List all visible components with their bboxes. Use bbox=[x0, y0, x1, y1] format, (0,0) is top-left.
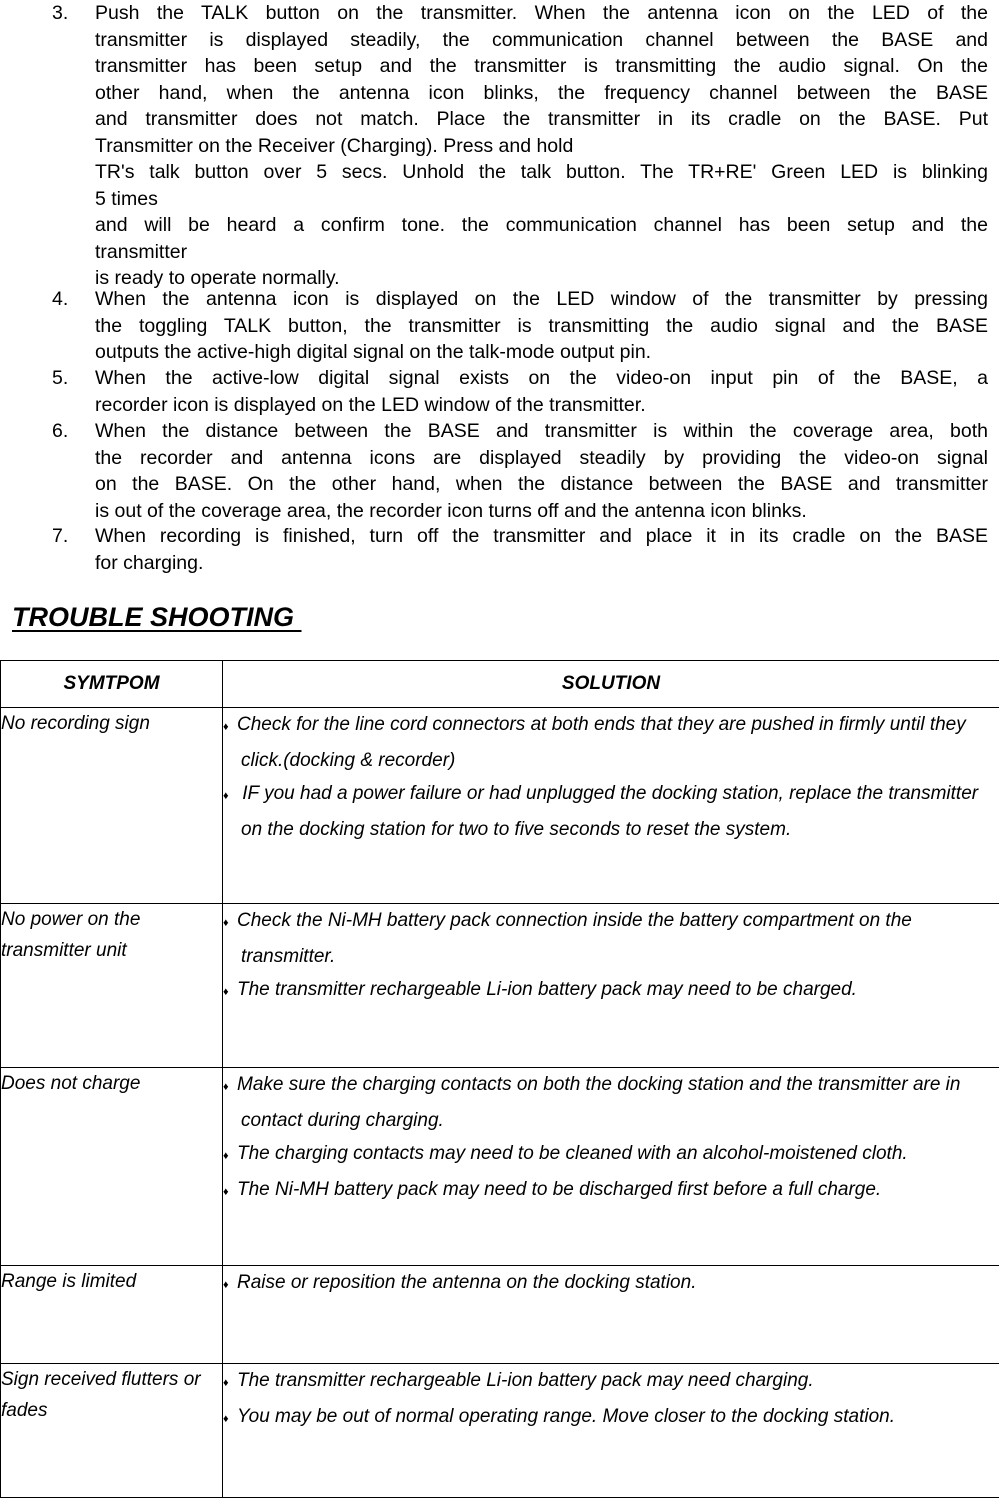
trouble-shooting-heading: TROUBLE SHOOTING bbox=[12, 602, 302, 633]
symptom-cell: Sign received flutters or fades bbox=[1, 1364, 223, 1498]
table-row bbox=[1, 904, 999, 1068]
step-text bbox=[95, 0, 988, 292]
table-header-row bbox=[1, 661, 999, 708]
step-text bbox=[95, 418, 988, 524]
step-number: 6. bbox=[52, 418, 68, 445]
diamond-bullet-icon: ♦ bbox=[223, 1269, 237, 1302]
step-line: on the BASE. On the other hand, when the distance between the BASE and transmitter bbox=[95, 471, 988, 498]
solution-item bbox=[223, 777, 999, 846]
step-line: TR's talk button over 5 secs. Unhold the talk button. The TR+RE' Green LED is blinking bbox=[95, 159, 988, 186]
symptom-header: SYMTPOM bbox=[1, 661, 223, 708]
step-text bbox=[95, 365, 988, 418]
diamond-bullet-icon: ♦ bbox=[223, 1367, 237, 1400]
step-line: is out of the coverage area, the recorder icon turns off and the antenna icon blinks. bbox=[95, 498, 988, 525]
table-row bbox=[1, 1068, 999, 1266]
step-line: transmitter is displayed steadily, the communication channel between the BASE and bbox=[95, 27, 988, 54]
step-line: When the distance between the BASE and transmitter is within the coverage area, both bbox=[95, 418, 988, 445]
symptom-cell: Range is limited bbox=[1, 1266, 223, 1364]
solution-cell bbox=[223, 708, 999, 904]
solution-item bbox=[223, 1400, 999, 1436]
solution-item bbox=[223, 1137, 999, 1173]
step-line: transmitter has been setup and the transmitter is transmitting the audio signal. On the bbox=[95, 53, 988, 80]
step-line: When the antenna icon is displayed on the LED window of the transmitter by pressing bbox=[95, 286, 988, 313]
solution-item bbox=[223, 973, 999, 1009]
step-line: the toggling TALK button, the transmitter is transmitting the audio signal and the BASE bbox=[95, 313, 988, 340]
diamond-bullet-icon: ♦ bbox=[223, 907, 237, 940]
symptom-cell: Does not charge bbox=[1, 1068, 223, 1266]
solution-cell bbox=[223, 1364, 999, 1498]
step-number: 5. bbox=[52, 365, 68, 392]
table-row bbox=[1, 1364, 999, 1498]
step-line: is ready to operate normally. bbox=[95, 265, 988, 292]
solution-item bbox=[223, 1364, 999, 1400]
solution-text: The charging contacts may need to be cleaned with an alcohol-moistened cloth. bbox=[237, 1143, 908, 1164]
solution-text: You may be out of normal operating range. Move closer to the docking station. bbox=[237, 1406, 895, 1427]
step-number: 7. bbox=[52, 523, 68, 550]
table-row bbox=[1, 1266, 999, 1364]
solution-cell bbox=[223, 1068, 999, 1266]
step-text bbox=[95, 286, 988, 366]
solution-item bbox=[223, 904, 999, 973]
step-line: outputs the active-high digital signal on the talk-mode output pin. bbox=[95, 339, 988, 366]
step-line: other hand, when the antenna icon blinks, the frequency channel between the BASE bbox=[95, 80, 988, 107]
solution-text: Make sure the charging contacts on both the docking station and the transmitter are in contact during charging. bbox=[237, 1074, 960, 1131]
solution-item bbox=[223, 1173, 999, 1209]
step-line: Transmitter on the Receiver (Charging). Press and hold bbox=[95, 133, 988, 160]
solution-text: Check the Ni-MH battery pack connection inside the battery compartment on the transmitter. bbox=[237, 910, 912, 967]
step-text bbox=[95, 523, 988, 576]
step-number: 3. bbox=[52, 0, 68, 27]
step-line: and transmitter does not match. Place the transmitter in its cradle on the BASE. Put bbox=[95, 106, 988, 133]
diamond-bullet-icon: ♦ bbox=[223, 1403, 237, 1436]
diamond-bullet-icon: ♦ bbox=[223, 976, 237, 1009]
solution-text: Raise or reposition the antenna on the docking station. bbox=[237, 1272, 696, 1293]
solution-item bbox=[223, 1266, 999, 1302]
step-line: When the active-low digital signal exists on the video-on input pin of the BASE, a bbox=[95, 365, 988, 392]
diamond-bullet-icon: ♦ bbox=[223, 1140, 237, 1173]
table-row bbox=[1, 708, 999, 904]
solution-header: SOLUTION bbox=[223, 661, 999, 708]
diamond-bullet-icon: ♦ bbox=[223, 780, 237, 813]
step-line: transmitter bbox=[95, 239, 988, 266]
solution-item bbox=[223, 1068, 999, 1137]
step-line: recorder icon is displayed on the LED window of the transmitter. bbox=[95, 392, 988, 419]
step-number: 4. bbox=[52, 286, 68, 313]
solution-text: The Ni-MH battery pack may need to be discharged first before a full charge. bbox=[237, 1179, 881, 1200]
step-line: the recorder and antenna icons are displayed steadily by providing the video-on signal bbox=[95, 445, 988, 472]
step-line: 5 times bbox=[95, 186, 988, 213]
diamond-bullet-icon: ♦ bbox=[223, 1071, 237, 1104]
step-line: for charging. bbox=[95, 550, 988, 577]
solution-text: The transmitter rechargeable Li-ion battery pack may need charging. bbox=[237, 1370, 814, 1391]
diamond-bullet-icon: ♦ bbox=[223, 1176, 237, 1209]
trouble-shooting-table bbox=[0, 660, 999, 1498]
step-line: and will be heard a confirm tone. the communication channel has been setup and the bbox=[95, 212, 988, 239]
solution-text: The transmitter rechargeable Li-ion battery pack may need to be charged. bbox=[237, 979, 857, 1000]
symptom-cell: No recording sign bbox=[1, 708, 223, 904]
solution-cell bbox=[223, 904, 999, 1068]
solution-cell bbox=[223, 1266, 999, 1364]
symptom-cell: No power on the transmitter unit bbox=[1, 904, 223, 1068]
solution-item bbox=[223, 708, 999, 777]
solution-text: Check for the line cord connectors at both ends that they are pushed in firmly until they click.(docking & recorder) bbox=[237, 714, 966, 771]
solution-text: IF you had a power failure or had unplugged the docking station, replace the transmitter on the docking station for two to five seconds to reset the system. bbox=[237, 783, 978, 840]
step-line: When recording is finished, turn off the transmitter and place it in its cradle on the BASE bbox=[95, 523, 988, 550]
step-line: Push the TALK button on the transmitter. When the antenna icon on the LED of the bbox=[95, 0, 988, 27]
diamond-bullet-icon: ♦ bbox=[223, 711, 237, 744]
